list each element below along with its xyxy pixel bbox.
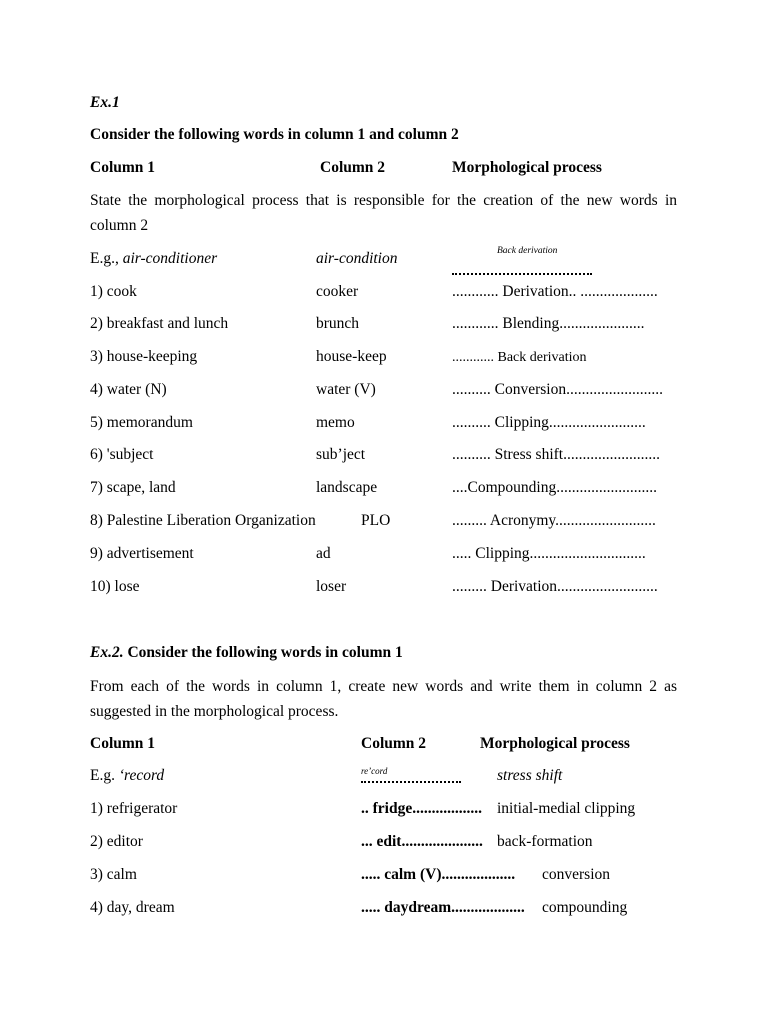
ex1-example-answer-blank [452,273,592,275]
ex1-row-4-col1: 4) water (N) [90,381,167,398]
ex1-row-8-col1: 8) Palestine Liberation Organization [90,512,316,529]
ex1-example-original: air-conditioner [122,250,218,267]
ex2-row-4-col3: compounding [542,899,628,916]
ex1-row-10-col1: 10) lose [90,578,140,595]
ex1-header-col3: Morphological process [452,159,602,176]
ex2-row-1-col1: 1) refrigerator [90,800,178,817]
ex1-example-answer: Back derivation [497,246,558,256]
ex1-row-9-col2: ad [316,545,331,562]
ex1-row-6-col2: sub’ject [316,446,366,463]
ex1-example-new-word: air-condition [316,250,398,267]
ex1-example-prefix: E.g., [90,250,123,267]
ex2-row-2-col3: back-formation [497,833,593,850]
ex2-row-3-col2: ..... calm (V)................... [361,866,516,883]
ex2-row-1-col2: .. fridge.................. [361,800,482,817]
ex1-row-3-col2: house-keep [316,348,387,365]
ex2-row-1-col3: initial-medial clipping [497,800,636,817]
ex2-instruction: Consider the following words in column 1 [123,644,403,661]
ex1-task: State the morphological process that is responsible for the creation of the new words in column 2 [90,192,677,234]
ex2-header-col3: Morphological process [480,735,630,752]
ex1-row-2-col2: brunch [316,315,360,332]
ex2-example-process: stress shift [497,767,563,784]
ex2-row-2-col1: 2) editor [90,833,143,850]
ex1-example-word [90,249,217,269]
ex2-label: Ex.2. [90,644,124,661]
ex1-row-4-col2: water (V) [316,381,376,398]
ex1-row-5-col2: memo [316,414,355,431]
ex2-heading [90,643,403,663]
ex1-row-1-col2: cooker [316,283,359,300]
ex1-row-9-col1: 9) advertisement [90,545,194,562]
ex2-row-2-col2: ... edit..................... [361,833,483,850]
ex1-header-col2: Column 2 [320,159,386,176]
ex2-example-blank [361,781,461,783]
ex2-row-3-col1: 3) calm [90,866,137,883]
ex2-example-prefix: E.g. [90,767,119,784]
ex1-row-7-col1: 7) scape, land [90,479,176,496]
ex1-row-9-col3: ..... Clipping.............................. [452,545,646,562]
ex2-row-3-col3: conversion [542,866,611,883]
ex1-row-4-col3: .......... Conversion......................... [452,381,663,398]
ex1-row-5-col3: .......... Clipping......................... [452,414,646,431]
ex1-row-1-col1: 1) cook [90,283,137,300]
ex1-row-6-col1: 6) 'subject [90,446,154,463]
ex2-task: From each of the words in column 1, create new words and write them in column 2 as suggested in the morphological process. [90,678,677,720]
ex1-row-3-col3: ............ Back derivation [452,350,587,365]
ex1-row-8-col3: ......... Acronymy.......................... [452,512,656,529]
ex2-header-col1: Column 1 [90,735,156,752]
ex1-row-10-col3: ......... Derivation.......................... [452,578,658,595]
ex2-row-4-col2: ..... daydream................... [361,899,525,916]
ex1-row-3-col1: 3) house-keeping [90,348,198,365]
ex1-header-col1: Column 1 [90,159,156,176]
ex1-instruction: Consider the following words in column 1 and column 2 [90,126,459,143]
ex1-row-8-col2: PLO [361,512,391,529]
ex1-row-1-col3: ............ Derivation.. .................... [452,283,658,300]
ex1-row-7-col3: ....Compounding.......................... [452,479,657,496]
ex1-row-6-col3: .......... Stress shift......................... [452,446,660,463]
ex2-row-4-col1: 4) day, dream [90,899,175,916]
ex2-example-original: ‘record [118,767,165,784]
ex2-example-new-word: re’cord [361,766,388,776]
ex1-row-2-col1: 2) breakfast and lunch [90,315,229,332]
ex1-row-10-col2: loser [316,578,347,595]
ex1-row-7-col2: landscape [316,479,378,496]
ex2-header-col2: Column 2 [361,735,427,752]
ex1-label: Ex.1 [90,94,120,111]
ex1-row-5-col1: 5) memorandum [90,414,193,431]
ex1-row-2-col3: ............ Blending...................... [452,315,645,332]
ex2-example-word [90,766,164,786]
